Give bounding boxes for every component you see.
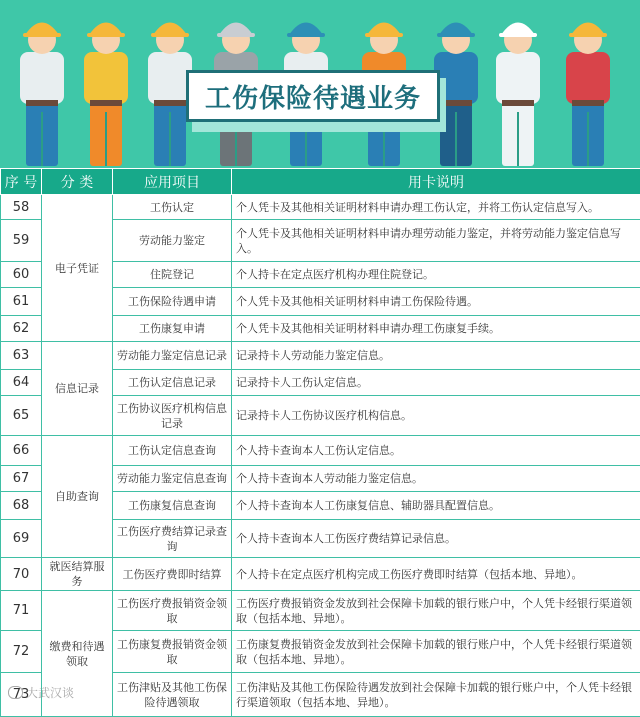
application-cell: 工伤医疗费结算记录查询	[113, 520, 232, 558]
application-cell: 工伤认定信息记录	[113, 370, 232, 396]
application-cell: 工伤康复信息查询	[113, 492, 232, 520]
services-table	[0, 168, 640, 717]
row-number: 64	[1, 370, 42, 396]
wechat-icon	[8, 686, 23, 699]
worker-body	[84, 52, 128, 104]
worker-leg-gap	[41, 112, 43, 166]
application-cell: 劳动能力鉴定	[113, 220, 232, 262]
title-plaque	[186, 70, 446, 130]
description-cell: 个人凭卡及其他相关证明材料申请办理工伤认定，并将工伤认定信息写入。	[232, 195, 640, 220]
worker-belt	[502, 100, 534, 106]
row-number: 70	[1, 558, 42, 591]
worker-leg-gap	[105, 112, 107, 166]
table-row	[1, 591, 640, 631]
row-number: 60	[1, 262, 42, 288]
banner	[0, 0, 640, 168]
description-cell: 个人持卡在定点医疗机构完成工伤医疗费即时结算（包括本地、异地）。	[232, 558, 640, 591]
row-number: 58	[1, 195, 42, 220]
worker-helmet-brim	[365, 33, 403, 37]
row-number: 65	[1, 396, 42, 436]
worker-body	[566, 52, 610, 104]
category-cell: 缴费和待遇领取	[42, 591, 113, 717]
worker-body	[20, 52, 64, 104]
title-plate	[186, 70, 440, 122]
worker-leg-gap	[517, 112, 519, 166]
application-cell: 住院登记	[113, 262, 232, 288]
application-cell: 工伤协议医疗机构信息记录	[113, 396, 232, 436]
watermark-text: 大武汉谈	[26, 684, 74, 701]
application-cell: 工伤津贴及其他工伤保险待遇领取	[113, 673, 232, 717]
header-description: 用卡说明	[232, 169, 640, 195]
description-cell: 个人凭卡及其他相关证明材料申请办理工伤康复手续。	[232, 316, 640, 342]
worker-helmet-brim	[217, 33, 255, 37]
description-cell: 个人持卡查询本人劳动能力鉴定信息。	[232, 466, 640, 492]
worker-belt	[90, 100, 122, 106]
table-row	[1, 436, 640, 466]
application-cell: 工伤保险待遇申请	[113, 288, 232, 316]
table-row	[1, 195, 640, 220]
worker-helmet-brim	[23, 33, 61, 37]
worker-helmet-brim	[87, 33, 125, 37]
worker-belt	[572, 100, 604, 106]
application-cell: 工伤医疗费报销资金领取	[113, 591, 232, 631]
row-number: 68	[1, 492, 42, 520]
row-number: 59	[1, 220, 42, 262]
description-cell: 工伤津贴及其他工伤保险待遇发放到社会保障卡加载的银行账户中，个人凭卡经银行渠道领取（包括本地、异地）。	[232, 673, 640, 717]
row-number: 66	[1, 436, 42, 466]
watermark	[8, 684, 74, 701]
worker-leg-gap	[587, 112, 589, 166]
header-category: 分 类	[42, 169, 113, 195]
description-cell: 工伤康复费报销资金发放到社会保障卡加载的银行账户中，个人凭卡经银行渠道领取（包括本地、异地）。	[232, 631, 640, 673]
description-cell: 记录持卡人工伤协议医疗机构信息。	[232, 396, 640, 436]
table-row	[1, 342, 640, 370]
application-cell: 劳动能力鉴定信息查询	[113, 466, 232, 492]
application-cell: 工伤康复费报销资金领取	[113, 631, 232, 673]
worker-helmet-brim	[569, 33, 607, 37]
worker-belt	[26, 100, 58, 106]
row-number: 72	[1, 631, 42, 673]
description-cell: 个人持卡查询本人工伤认定信息。	[232, 436, 640, 466]
description-cell: 个人持卡查询本人工伤康复信息、辅助器具配置信息。	[232, 492, 640, 520]
worker-helmet-brim	[287, 33, 325, 37]
description-cell: 个人凭卡及其他相关证明材料申请工伤保险待遇。	[232, 288, 640, 316]
category-cell: 就医结算服务	[42, 558, 113, 591]
application-cell: 工伤医疗费即时结算	[113, 558, 232, 591]
description-cell: 个人凭卡及其他相关证明材料申请办理劳动能力鉴定，并将劳动能力鉴定信息写入。	[232, 220, 640, 262]
row-number: 63	[1, 342, 42, 370]
row-number: 73	[1, 673, 42, 717]
worker-body	[496, 52, 540, 104]
header-no: 序 号	[1, 169, 42, 195]
description-cell: 记录持卡人工伤认定信息。	[232, 370, 640, 396]
row-number: 69	[1, 520, 42, 558]
application-cell: 工伤认定信息查询	[113, 436, 232, 466]
application-cell: 工伤康复申请	[113, 316, 232, 342]
table-row	[1, 558, 640, 591]
application-cell: 劳动能力鉴定信息记录	[113, 342, 232, 370]
worker-belt	[154, 100, 186, 106]
page-title: 工伤保险待遇业务	[205, 78, 421, 115]
worker-helmet-brim	[151, 33, 189, 37]
category-cell: 电子凭证	[42, 195, 113, 342]
worker-leg-gap	[455, 112, 457, 166]
category-cell: 自助查询	[42, 436, 113, 558]
header-application: 应用项目	[113, 169, 232, 195]
table-header-row	[1, 169, 640, 195]
application-cell: 工伤认定	[113, 195, 232, 220]
description-cell: 记录持卡人劳动能力鉴定信息。	[232, 342, 640, 370]
row-number: 71	[1, 591, 42, 631]
worker-leg-gap	[169, 112, 171, 166]
description-cell: 个人持卡查询本人工伤医疗费结算记录信息。	[232, 520, 640, 558]
worker-helmet-brim	[437, 33, 475, 37]
worker-helmet-brim	[499, 33, 537, 37]
category-cell: 信息记录	[42, 342, 113, 436]
description-cell: 个人持卡在定点医疗机构办理住院登记。	[232, 262, 640, 288]
row-number: 62	[1, 316, 42, 342]
description-cell: 工伤医疗费报销资金发放到社会保障卡加载的银行账户中，个人凭卡经银行渠道领取（包括本地、异地）。	[232, 591, 640, 631]
row-number: 61	[1, 288, 42, 316]
row-number: 67	[1, 466, 42, 492]
